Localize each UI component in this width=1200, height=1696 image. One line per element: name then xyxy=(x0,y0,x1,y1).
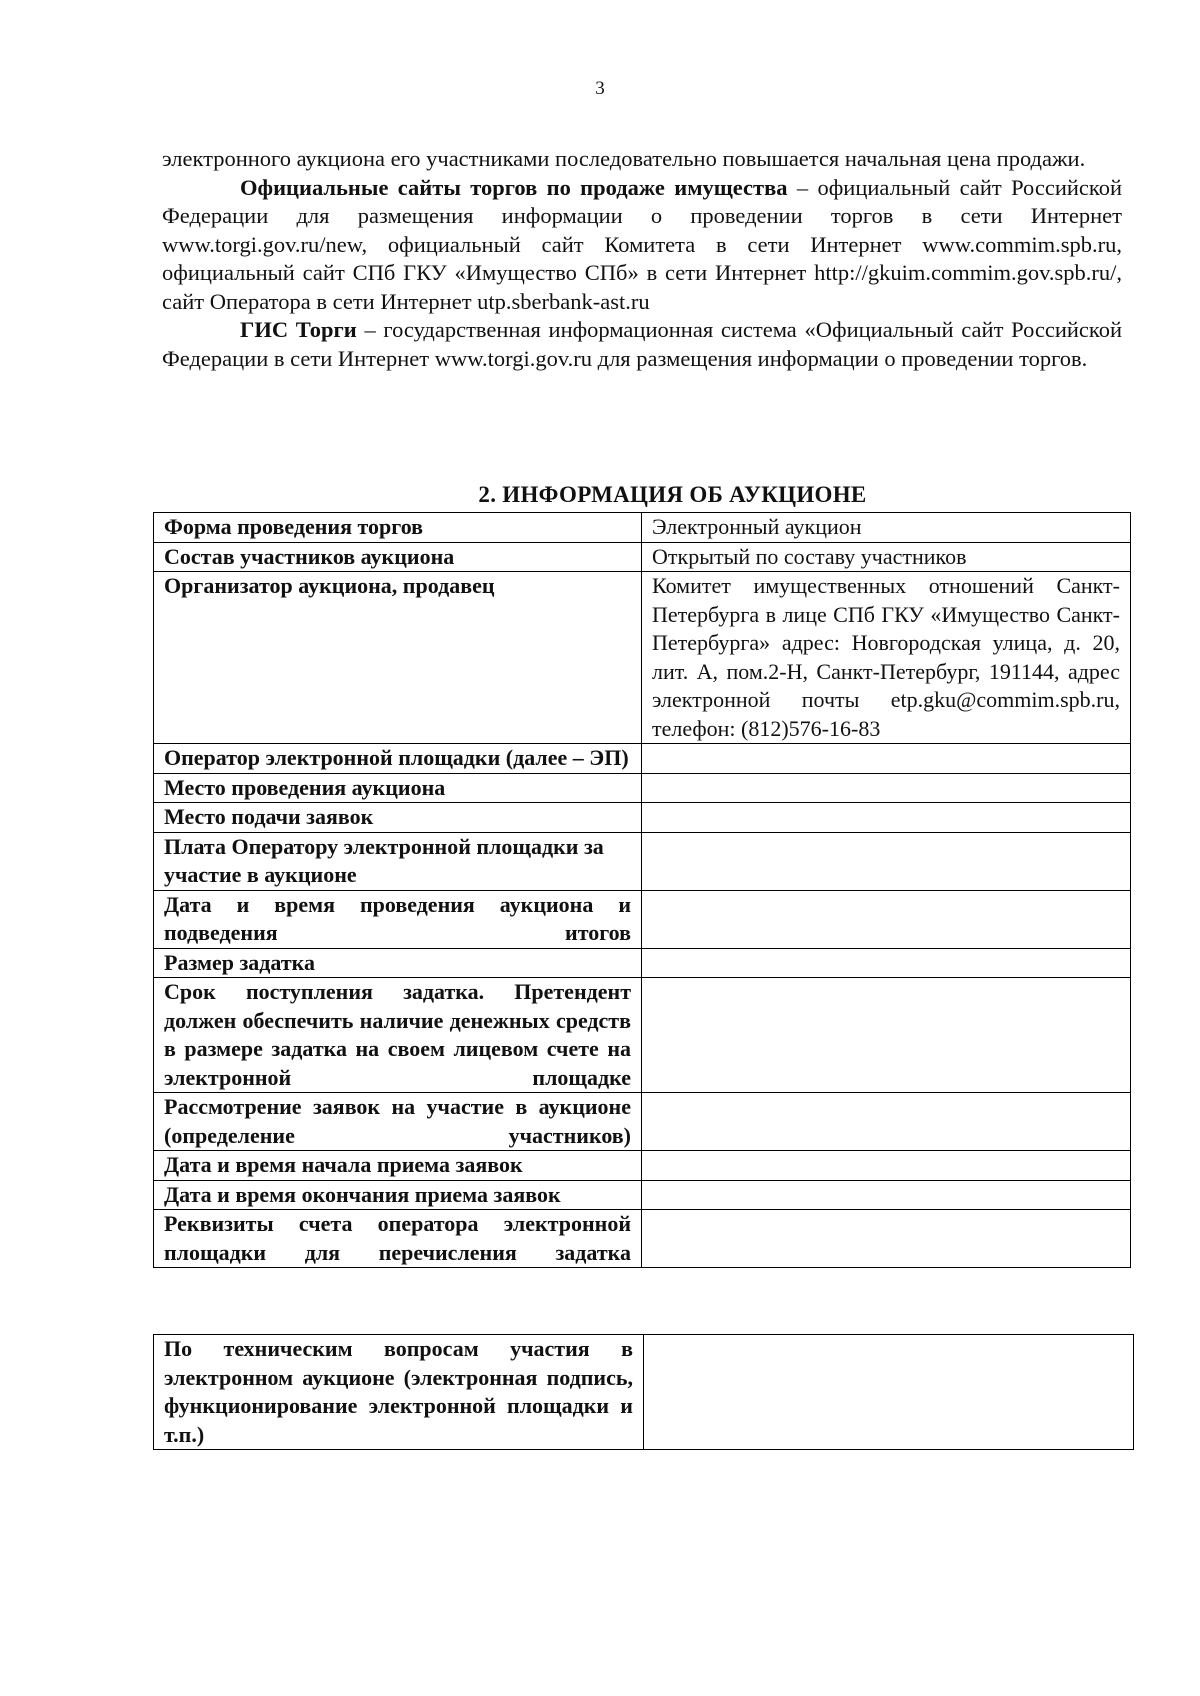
row-label: Реквизиты счета оператора электронной площадки для перечисления задатка xyxy=(154,1210,642,1268)
table-row xyxy=(154,890,1131,948)
table-row xyxy=(154,832,1131,890)
intro-paragraph-2 xyxy=(162,174,1122,317)
table-row xyxy=(154,744,1131,774)
row-value xyxy=(642,832,1131,890)
page-number: 3 xyxy=(595,78,605,99)
table-row xyxy=(154,773,1131,803)
section-title: 2. ИНФОРМАЦИЯ ОБ АУКЦИОНЕ xyxy=(478,482,867,507)
row-value xyxy=(642,890,1131,948)
row-label: Состав участников аукциона xyxy=(154,542,642,572)
row-value xyxy=(642,803,1131,833)
row-label: Дата и время проведения аукциона и подведения итогов xyxy=(154,890,642,948)
tech-support-label: По техническим вопросам участия в электронном аукционе (электронная подпись, функционирование электронной площадки и т.п.) xyxy=(154,1335,644,1450)
gis-torgi-term: ГИС Торги xyxy=(240,317,357,342)
row-value xyxy=(642,948,1131,978)
row-value: Открытый по составу участников xyxy=(642,542,1131,572)
row-value: Электронный аукцион xyxy=(642,513,1131,543)
tech-support-table xyxy=(153,1334,1134,1450)
row-value xyxy=(642,744,1131,774)
row-value xyxy=(642,1210,1131,1268)
row-label: Срок поступления задатка. Претендент должен обеспечить наличие денежных средств в размере задатка на своем лицевом счете на электронной площадке xyxy=(154,978,642,1093)
row-label: Место проведения аукциона xyxy=(154,773,642,803)
row-label: Место подачи заявок xyxy=(154,803,642,833)
official-sites-definition: – официальный сайт Российской Федерации для размещения информации о проведении торгов в сети Интернет www.torgi.gov.ru/new, официальный сайт Комитета в сети Интернет www.commim.spb.ru, официальный сайт СПб ГКУ «Имущество СПб» в сети Интернет http://gkuim.commim.gov.spb.ru/, сайт Оператора в сети Интернет utp.sberbank-ast.ru xyxy=(162,174,1122,314)
table-row xyxy=(154,978,1131,1093)
row-value xyxy=(642,978,1131,1093)
row-label: Дата и время окончания приема заявок xyxy=(154,1180,642,1210)
table-row xyxy=(154,1180,1131,1210)
row-label: Форма проведения торгов xyxy=(154,513,642,543)
row-label: Организатор аукциона, продавец xyxy=(154,572,642,744)
gis-torgi-definition: – государственная информационная система «Официальный сайт Российской Федерации в сети Интернет www.torgi.gov.ru для размещения информации о проведении торгов. xyxy=(162,317,1123,371)
table-row xyxy=(154,1210,1131,1268)
intro-paragraph-3 xyxy=(162,316,1122,373)
auction-info-table xyxy=(153,512,1131,1268)
row-value-organizer: Комитет имущественных отношений Санкт-Петербурга в лице СПб ГКУ «Имущество Санкт-Петербурга» адрес: Новгородская улица, д. 20, лит. А, пом.2-Н, Санкт-Петербург, 191144, адрес электронной почты etp.gku@commim.spb.ru, телефон: (812)576-16-83 xyxy=(642,572,1131,744)
row-value xyxy=(642,1180,1131,1210)
row-label: Размер задатка xyxy=(154,948,642,978)
row-label: Дата и время начала приема заявок xyxy=(154,1151,642,1181)
row-value xyxy=(642,1151,1131,1181)
intro-paragraph-1: электронного аукциона его участниками последовательно повышается начальная цена продажи. xyxy=(162,146,1086,171)
table-row xyxy=(154,572,1131,744)
official-sites-term: Официальные сайты торгов по продаже имущества xyxy=(240,174,788,200)
row-value xyxy=(642,773,1131,803)
tech-support-value xyxy=(644,1335,1134,1450)
intro-text xyxy=(162,145,1122,373)
table-row xyxy=(154,542,1131,572)
row-label: Плата Оператору электронной площадки за участие в аукционе xyxy=(154,832,642,890)
table-row xyxy=(154,513,1131,543)
table-row xyxy=(154,1093,1131,1151)
table-row xyxy=(154,803,1131,833)
row-value xyxy=(642,1093,1131,1151)
table-row xyxy=(154,948,1131,978)
table-row xyxy=(154,1335,1134,1450)
row-label: Рассмотрение заявок на участие в аукционе (определение участников) xyxy=(154,1093,642,1151)
row-label: Оператор электронной площадки (далее – ЭП) xyxy=(154,744,642,774)
table-row xyxy=(154,1151,1131,1181)
